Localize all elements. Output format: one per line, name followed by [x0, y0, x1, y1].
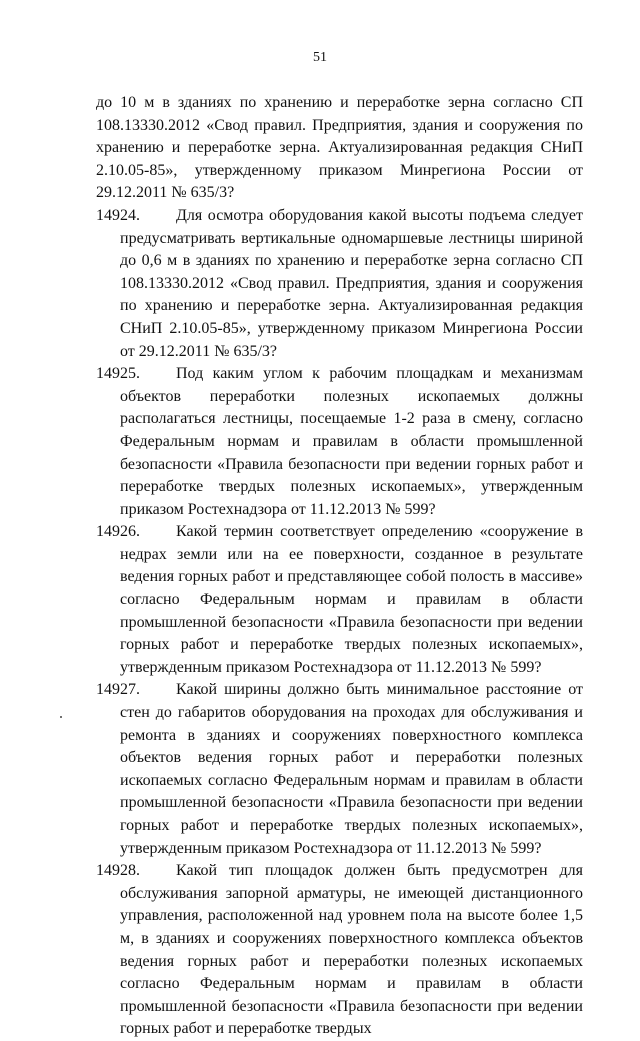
question-number: 14928.	[96, 862, 140, 880]
question-14925	[96, 363, 583, 521]
question-text: Какой термин соответствует определению «сооружение в недрах земли или на ее поверхности, созданное в результате ведения горных работ и представляющее собой полость в массиве» согласно Федеральным нормам и правилам в области промышленной безопасности «Правила безопасности при ведении горных работ и переработке твердых полезных ископаемых», утвержденным приказом Ростехнадзора от 11.12.2013 № 599?	[120, 523, 583, 676]
page-number: 51	[313, 50, 327, 65]
question-number: 14925.	[96, 365, 140, 383]
question-text: Под каким углом к рабочим площадкам и механизмам объектов переработки полезных ископаемых должны располагаться лестницы, посещаемые 1-2 раза в смену, согласно Федеральным нормам и правилам в области промышленной безопасности «Правила безопасности при ведении горных работ и переработке твердых полезных ископаемых», утвержденным приказом Ростехнадзора от 11.12.2013 № 599?	[120, 365, 583, 518]
question-text: Для осмотра оборудования какой высоты подъема следует предусматривать вертикальные одномаршевые лестницы шириной до 0,6 м в зданиях по хранению и переработке зерна согласно СП 108.13330.2012 «Свод правил. Предприятия, здания и сооружения по хранению и переработке зерна. Актуализированная редакция СНиП 2.10.05-85», утвержденному приказом Минрегиона России от 29.12.2011 № 635/3?	[120, 206, 583, 360]
question-14928	[96, 860, 583, 1041]
question-number: 14927.	[96, 681, 140, 699]
page-content	[96, 92, 583, 1041]
continuation-paragraph: до 10 м в зданиях по хранению и переработке зерна согласно СП 108.13330.2012 «Свод правил. Предприятия, здания и сооружения по хранению и переработке зерна. Актуализированная редакция СНиП 2.10.05-85», утвержденному приказом Минрегиона России от 29.12.2011 № 635/3?	[96, 94, 583, 202]
scan-speck	[60, 716, 62, 718]
question-14924	[96, 205, 583, 363]
question-14926	[96, 521, 583, 679]
question-text: Какой ширины должно быть минимальное расстояние от стен до габаритов оборудования на проходах для обслуживания и ремонта в зданиях и сооружениях поверхностного комплекса объектов ведения горных работ и переработки полезных ископаемых согласно Федеральным нормам и правилам в области промышленной безопасности «Правила безопасности при ведении горных работ и переработке твердых полезных ископаемых», утвержденным приказом Ростехнадзора от 11.12.2013 № 599?	[120, 681, 583, 857]
question-number: 14926.	[96, 523, 140, 541]
question-14927	[96, 679, 583, 860]
question-number: 14924.	[96, 206, 140, 224]
question-text: Какой тип площадок должен быть предусмотрен для обслуживания запорной арматуры, не имеющей дистанционного управления, расположенной над уровнем пола на высоте более 1,5 м, в зданиях и сооружениях поверхностного комплекса объектов ведения горных работ и переработки полезных ископаемых согласно Федеральным нормам и правилам в области промышленной безопасности «Правила безопасности при ведении горных работ и переработке твердых	[120, 862, 583, 1038]
